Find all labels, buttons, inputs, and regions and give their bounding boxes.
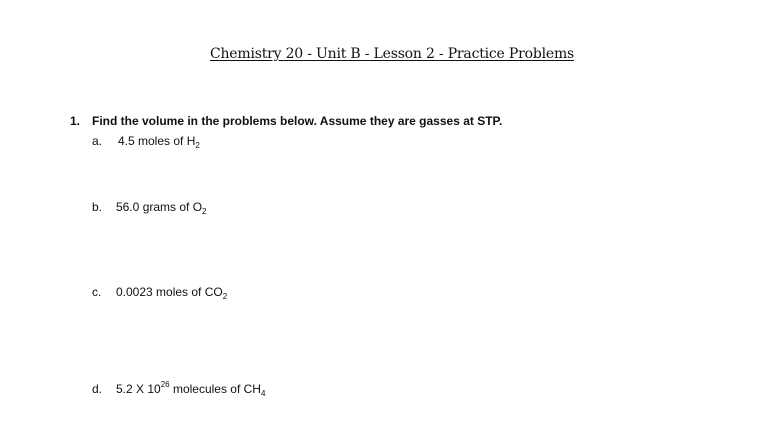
part-a-text: 4.5 moles of H bbox=[118, 134, 196, 148]
part-b-subscript: 2 bbox=[202, 207, 207, 216]
question-text: Find the volume in the problems below. Assume they are gasses at STP. bbox=[92, 114, 503, 128]
part-a bbox=[92, 134, 200, 148]
part-d bbox=[92, 382, 265, 396]
part-d-letter: d. bbox=[92, 382, 103, 396]
part-c-letter: c. bbox=[92, 285, 102, 299]
part-c bbox=[92, 285, 227, 299]
part-d-text-after: molecules of CH bbox=[169, 382, 261, 396]
part-d-subscript: 4 bbox=[260, 389, 266, 398]
part-d-text-before: 5.2 X 10 bbox=[116, 382, 161, 396]
part-a-subscript: 2 bbox=[195, 141, 200, 150]
part-c-text: 0.0023 moles of CO bbox=[116, 285, 223, 299]
part-d-exponent: 26 bbox=[160, 380, 170, 389]
question-number: 1. bbox=[70, 114, 81, 128]
part-a-letter: a. bbox=[92, 134, 103, 148]
page-title: Chemistry 20 - Unit B - Lesson 2 - Practice Problems bbox=[209, 46, 575, 62]
part-b-text: 56.0 grams of O bbox=[116, 200, 203, 214]
part-b bbox=[92, 200, 207, 214]
part-c-subscript: 2 bbox=[222, 292, 228, 301]
part-b-letter: b. bbox=[92, 200, 103, 214]
question-1 bbox=[70, 114, 502, 128]
